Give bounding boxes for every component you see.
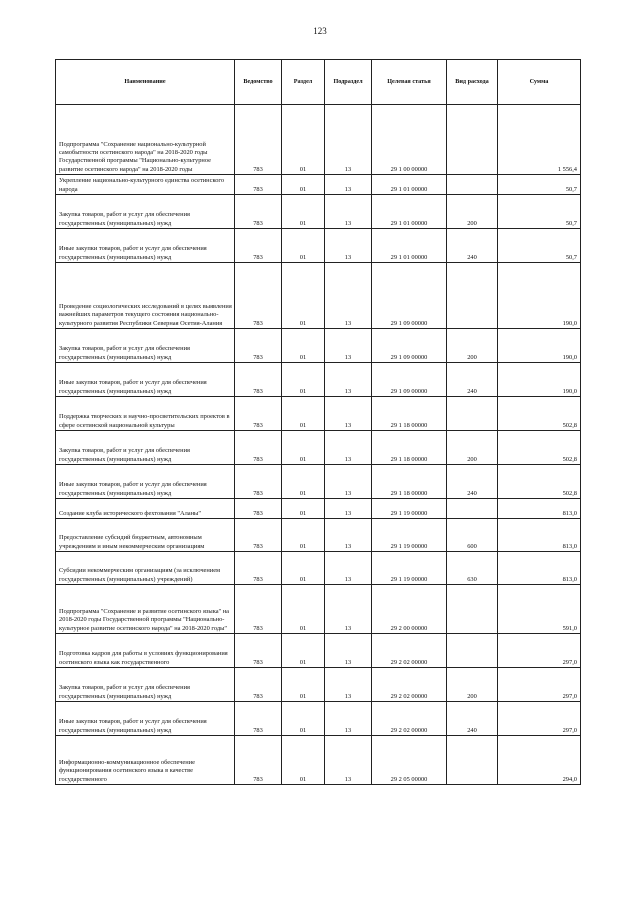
header-subsection: Подраздел <box>325 60 372 105</box>
row-name-cell: Информационно-коммуникационное обеспечение функционирования осетинского языка в качестве государственного <box>56 736 235 785</box>
row-department-cell: 783 <box>235 552 282 585</box>
row-department-cell: 783 <box>235 585 282 634</box>
row-target-item-cell: 29 2 00 00000 <box>372 585 447 634</box>
row-section-cell: 01 <box>282 465 325 499</box>
row-section-cell: 01 <box>282 702 325 736</box>
row-section-cell: 01 <box>282 552 325 585</box>
table-row <box>56 499 581 519</box>
row-department-cell: 783 <box>235 465 282 499</box>
row-amount-cell: 190,0 <box>498 363 581 397</box>
row-section-cell: 01 <box>282 195 325 229</box>
row-expense-type-cell: 200 <box>447 668 498 702</box>
table-row <box>56 668 581 702</box>
row-target-item-cell: 29 1 01 00000 <box>372 229 447 263</box>
header-expense-type: Вид расхода <box>447 60 498 105</box>
row-subsection-cell: 13 <box>325 519 372 552</box>
row-target-item-cell: 29 2 02 00000 <box>372 668 447 702</box>
row-expense-type-cell <box>447 263 498 329</box>
row-department-cell: 783 <box>235 499 282 519</box>
row-section-cell: 01 <box>282 668 325 702</box>
row-amount-cell: 813,0 <box>498 499 581 519</box>
row-section-cell: 01 <box>282 263 325 329</box>
row-target-item-cell: 29 1 09 00000 <box>372 329 447 363</box>
row-department-cell: 783 <box>235 702 282 736</box>
row-name-cell: Закупка товаров, работ и услуг для обеспечения государственных (муниципальных) нужд <box>56 431 235 465</box>
row-department-cell: 783 <box>235 668 282 702</box>
row-amount-cell: 813,0 <box>498 552 581 585</box>
row-section-cell: 01 <box>282 585 325 634</box>
row-target-item-cell: 29 2 02 00000 <box>372 702 447 736</box>
row-amount-cell: 294,0 <box>498 736 581 785</box>
row-name-cell: Укрепление национально-культурного единства осетинского народа <box>56 175 235 195</box>
table-row <box>56 175 581 195</box>
page-number: 123 <box>313 26 327 36</box>
row-name-cell: Иные закупки товаров, работ и услуг для обеспечения государственных (муниципальных) нужд <box>56 465 235 499</box>
table-row <box>56 229 581 263</box>
row-subsection-cell: 13 <box>325 329 372 363</box>
row-section-cell: 01 <box>282 736 325 785</box>
row-subsection-cell: 13 <box>325 229 372 263</box>
row-expense-type-cell: 200 <box>447 431 498 465</box>
row-amount-cell: 502,8 <box>498 465 581 499</box>
row-department-cell: 783 <box>235 736 282 785</box>
table-row <box>56 397 581 431</box>
row-name-cell: Создание клуба исторического фехтования "Аланы" <box>56 499 235 519</box>
row-subsection-cell: 13 <box>325 431 372 465</box>
row-name-cell: Иные закупки товаров, работ и услуг для обеспечения государственных (муниципальных) нужд <box>56 363 235 397</box>
header-section: Раздел <box>282 60 325 105</box>
row-expense-type-cell <box>447 499 498 519</box>
row-amount-cell: 50,7 <box>498 229 581 263</box>
row-department-cell: 783 <box>235 363 282 397</box>
row-amount-cell: 1 556,4 <box>498 105 581 175</box>
row-subsection-cell: 13 <box>325 552 372 585</box>
row-subsection-cell: 13 <box>325 736 372 785</box>
row-target-item-cell: 29 1 18 00000 <box>372 431 447 465</box>
row-expense-type-cell: 240 <box>447 229 498 263</box>
row-name-cell: Проведение социологических исследований в целях выявления важнейших параметров текущего состояния национально-культурного развития Республики Северная Осетия-Алания <box>56 263 235 329</box>
row-amount-cell: 297,0 <box>498 668 581 702</box>
table-row <box>56 363 581 397</box>
row-name-cell: Субсидии некоммерческим организациям (за исключением государственных (муниципальных) учреждений) <box>56 552 235 585</box>
table-row <box>56 519 581 552</box>
row-amount-cell: 502,8 <box>498 397 581 431</box>
row-section-cell: 01 <box>282 329 325 363</box>
row-section-cell: 01 <box>282 519 325 552</box>
row-amount-cell: 50,7 <box>498 195 581 229</box>
header-amount: Сумма <box>498 60 581 105</box>
row-section-cell: 01 <box>282 105 325 175</box>
row-expense-type-cell: 630 <box>447 552 498 585</box>
table-row <box>56 634 581 668</box>
row-section-cell: 01 <box>282 634 325 668</box>
row-subsection-cell: 13 <box>325 397 372 431</box>
row-target-item-cell: 29 1 09 00000 <box>372 263 447 329</box>
row-department-cell: 783 <box>235 397 282 431</box>
row-expense-type-cell <box>447 397 498 431</box>
row-department-cell: 783 <box>235 105 282 175</box>
row-department-cell: 783 <box>235 263 282 329</box>
row-target-item-cell: 29 1 19 00000 <box>372 519 447 552</box>
row-expense-type-cell: 240 <box>447 465 498 499</box>
row-department-cell: 783 <box>235 195 282 229</box>
table-row <box>56 736 581 785</box>
table-row <box>56 585 581 634</box>
row-target-item-cell: 29 1 18 00000 <box>372 465 447 499</box>
row-amount-cell: 297,0 <box>498 702 581 736</box>
row-target-item-cell: 29 1 18 00000 <box>372 397 447 431</box>
row-subsection-cell: 13 <box>325 499 372 519</box>
row-subsection-cell: 13 <box>325 363 372 397</box>
table-row <box>56 702 581 736</box>
row-expense-type-cell <box>447 736 498 785</box>
budget-table <box>55 59 581 785</box>
row-section-cell: 01 <box>282 363 325 397</box>
table-row <box>56 329 581 363</box>
row-subsection-cell: 13 <box>325 263 372 329</box>
row-subsection-cell: 13 <box>325 195 372 229</box>
row-section-cell: 01 <box>282 175 325 195</box>
row-name-cell: Подпрограмма "Сохранение и развитие осетинского языка" на 2018-2020 годы Государственной программы "Национально-культурное развитие осетинского народа" на 2018-2020 годы" <box>56 585 235 634</box>
row-name-cell: Закупка товаров, работ и услуг для обеспечения государственных (муниципальных) нужд <box>56 195 235 229</box>
row-amount-cell: 190,0 <box>498 263 581 329</box>
row-subsection-cell: 13 <box>325 585 372 634</box>
row-subsection-cell: 13 <box>325 105 372 175</box>
row-expense-type-cell <box>447 175 498 195</box>
header-department: Ведомство <box>235 60 282 105</box>
table-row <box>56 195 581 229</box>
row-amount-cell: 813,0 <box>498 519 581 552</box>
row-department-cell: 783 <box>235 519 282 552</box>
row-name-cell: Поддержка творческих и научно-просветительских проектов в сфере осетинской национальной культуры <box>56 397 235 431</box>
row-section-cell: 01 <box>282 397 325 431</box>
row-subsection-cell: 13 <box>325 634 372 668</box>
row-target-item-cell: 29 1 01 00000 <box>372 195 447 229</box>
row-name-cell: Иные закупки товаров, работ и услуг для обеспечения государственных (муниципальных) нужд <box>56 229 235 263</box>
row-department-cell: 783 <box>235 431 282 465</box>
row-department-cell: 783 <box>235 634 282 668</box>
row-name-cell: Подпрограмма "Сохранение национально-культурной самобытности осетинского народа" на 2018-2020 годы Государственной программы "Национально-культурное развитие осетинского народа" на 2018-2020 годы <box>56 105 235 175</box>
row-target-item-cell: 29 1 09 00000 <box>372 363 447 397</box>
row-amount-cell: 591,0 <box>498 585 581 634</box>
row-amount-cell: 190,0 <box>498 329 581 363</box>
row-name-cell: Предоставление субсидий бюджетным, автономным учреждениям и иным некоммерческим организациям <box>56 519 235 552</box>
row-name-cell: Закупка товаров, работ и услуг для обеспечения государственных (муниципальных) нужд <box>56 329 235 363</box>
row-department-cell: 783 <box>235 329 282 363</box>
row-expense-type-cell: 200 <box>447 329 498 363</box>
row-subsection-cell: 13 <box>325 465 372 499</box>
row-target-item-cell: 29 1 01 00000 <box>372 175 447 195</box>
table-row <box>56 465 581 499</box>
table-row <box>56 431 581 465</box>
row-section-cell: 01 <box>282 229 325 263</box>
row-target-item-cell: 29 1 00 00000 <box>372 105 447 175</box>
row-subsection-cell: 13 <box>325 175 372 195</box>
table-row <box>56 552 581 585</box>
row-amount-cell: 297,0 <box>498 634 581 668</box>
table-row <box>56 105 581 175</box>
header-name: Наименование <box>56 60 235 105</box>
row-expense-type-cell <box>447 585 498 634</box>
row-name-cell: Подготовка кадров для работы в условиях функционирования осетинского языка как государственного <box>56 634 235 668</box>
row-department-cell: 783 <box>235 229 282 263</box>
row-name-cell: Закупка товаров, работ и услуг для обеспечения государственных (муниципальных) нужд <box>56 668 235 702</box>
row-department-cell: 783 <box>235 175 282 195</box>
row-subsection-cell: 13 <box>325 668 372 702</box>
row-target-item-cell: 29 2 05 00000 <box>372 736 447 785</box>
row-expense-type-cell: 240 <box>447 363 498 397</box>
row-expense-type-cell: 240 <box>447 702 498 736</box>
row-expense-type-cell <box>447 634 498 668</box>
row-target-item-cell: 29 2 02 00000 <box>372 634 447 668</box>
row-target-item-cell: 29 1 19 00000 <box>372 552 447 585</box>
row-amount-cell: 502,8 <box>498 431 581 465</box>
row-subsection-cell: 13 <box>325 702 372 736</box>
row-section-cell: 01 <box>282 431 325 465</box>
row-expense-type-cell: 200 <box>447 195 498 229</box>
row-name-cell: Иные закупки товаров, работ и услуг для обеспечения государственных (муниципальных) нужд <box>56 702 235 736</box>
row-expense-type-cell: 600 <box>447 519 498 552</box>
table-header-row <box>56 60 581 105</box>
table-row <box>56 263 581 329</box>
row-expense-type-cell <box>447 105 498 175</box>
row-section-cell: 01 <box>282 499 325 519</box>
row-amount-cell: 50,7 <box>498 175 581 195</box>
header-target-item: Целевая статья <box>372 60 447 105</box>
row-target-item-cell: 29 1 19 00000 <box>372 499 447 519</box>
